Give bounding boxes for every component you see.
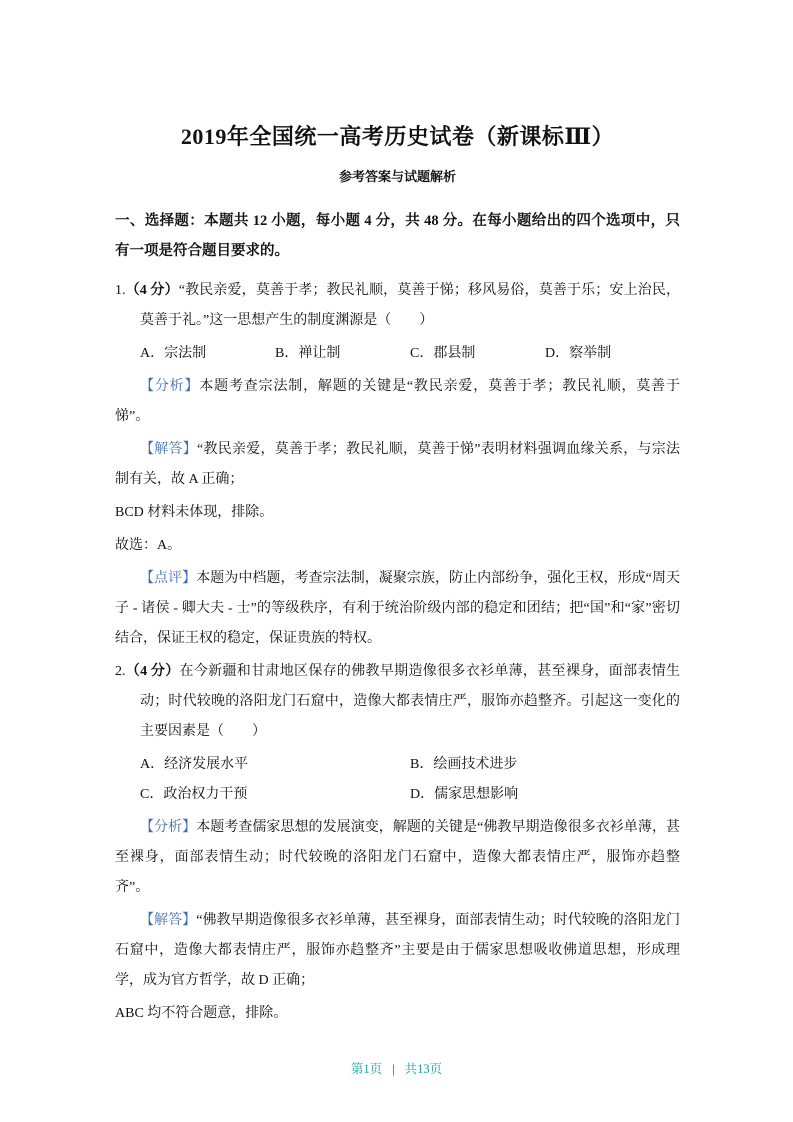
question-1-score: （4 分） (125, 283, 179, 298)
question-2-score: （4 分） (125, 664, 180, 679)
option-b: B．禅让制 (275, 346, 341, 361)
answer-text: “佛教早期造像很多衣衫单薄，甚至裸身，面部表情生动；时代较晚的洛阳龙门石窟中，造像大都表情庄严，服饰亦趋整齐”主要是由于儒家思想吸收佛道思想，形成理学，成为官方哲学，故 D 正确； (115, 913, 680, 988)
question-2-analysis (115, 813, 680, 903)
question-2-answer (115, 906, 680, 996)
page-title: 2019年全国统一高考历史试卷（新课标Ⅲ） (180, 124, 615, 149)
question-1-stem-text: “教民亲爱，莫善于孝；教民礼顺，莫善于悌；移风易俗，莫善于乐；安上治民，莫善于礼。”这一思想产生的制度渊源是（ ） (140, 283, 681, 328)
answer-label: 【解答】 (140, 442, 198, 457)
comment-label: 【点评】 (140, 571, 197, 586)
analysis-text: 本题考查儒家思想的发展演变，解题的关键是“佛教早期造像很多衣衫单薄，甚至裸身，面部表情生动；时代较晚的洛阳龙门石窟中，造像大都表情庄严，服饰亦趋整齐”。 (115, 820, 680, 895)
option-a: A．宗法制 (140, 346, 207, 361)
page-subtitle: 参考答案与试题解析 (338, 169, 456, 184)
question-1-analysis (115, 372, 680, 432)
option-c: C．郡县制 (410, 346, 476, 361)
question-2-stem (115, 657, 680, 747)
option-c: C．政治权力干预 (140, 787, 248, 802)
analysis-label: 【分析】 (140, 379, 200, 394)
analysis-label: 【分析】 (140, 820, 197, 835)
question-1-answer-line2: BCD 材料未体现，排除。 (115, 505, 274, 520)
question-1 (115, 276, 680, 654)
question-2-number: 2. (115, 664, 126, 679)
total-pages-label: 共13页 (404, 1062, 443, 1076)
question-1-stem (115, 276, 680, 336)
comment-text: 本题为中档题，考查宗法制，凝聚宗族，防止内部纷争，强化王权，形成“周天子 - 诸侯 - 卿大夫 - 士”的等级秩序，有利于统治阶级内部的稳定和团结；把“国”和“家”密切结合，保证王权的稳定，保证贵族的特权。 (115, 571, 680, 646)
footer-separator: | (392, 1062, 395, 1076)
question-1-options (115, 339, 680, 369)
section-heading: 一、选择题：本题共 12 小题，每小题 4 分，共 48 分。在每小题给出的四个选项中，只有一项是符合题目要求的。 (115, 213, 680, 259)
question-2 (115, 657, 680, 1029)
question-1-answer-line3: 故选：A。 (115, 538, 182, 553)
question-1-number: 1. (115, 283, 126, 298)
option-b: B．绘画技术进步 (410, 757, 518, 772)
analysis-text: 本题考查宗法制，解题的关键是“教民亲爱，莫善于孝；教民礼顺，莫善于悌”。 (115, 379, 680, 424)
answer-label: 【解答】 (140, 913, 197, 928)
option-d: D．儒家思想影响 (410, 787, 519, 802)
answer-text: “教民亲爱，莫善于孝；教民礼顺，莫善于悌”表明材料强调血缘关系，与宗法制有关，故 A 正确； (115, 442, 680, 487)
question-2-stem-text: 在今新疆和甘肃地区保存的佛教早期造像很多衣衫单薄，甚至裸身，面部表情生动；时代较晚的洛阳龙门石窟中，造像大都表情庄严，服饰亦趋整齐。引起这一变化的主要因素是（ ） (140, 664, 681, 739)
option-a: A．经济发展水平 (140, 757, 249, 772)
option-d: D．察举制 (545, 346, 612, 361)
question-2-answer-line2: ABC 均不符合题意，排除。 (115, 1006, 288, 1021)
question-1-comment (115, 564, 680, 654)
question-1-answer (115, 435, 680, 495)
current-page-label: 第1页 (350, 1062, 383, 1076)
question-2-options (115, 750, 680, 810)
page-footer (0, 1060, 793, 1078)
